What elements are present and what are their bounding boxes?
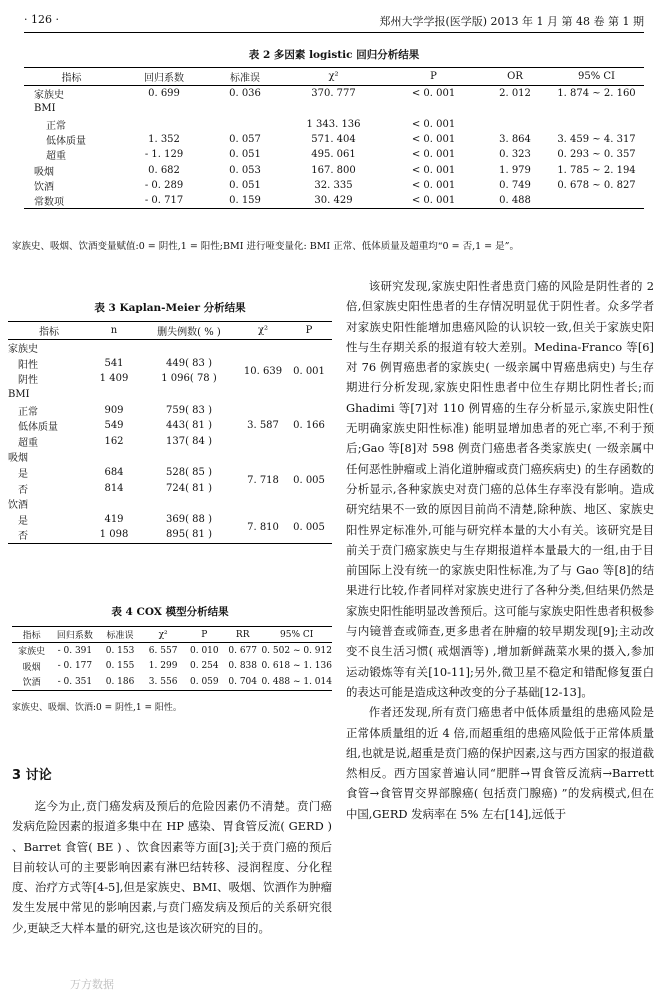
table2-cell [209,101,281,116]
table2-cell: 495. 061 [311,149,356,161]
table2-cell: 0. 051 [229,179,261,191]
table2-cell: < 0. 001 [411,149,456,161]
table-group-row [8,449,332,465]
table2-cell: 2. 012 [499,88,531,100]
table3-group-label: 吸烟 [8,453,28,465]
table2-cell: 0. 682 [148,164,180,176]
table4-cell: - 0. 391 [57,645,93,656]
table3-cell: 684 [104,467,124,479]
table2-cell: 吸烟 [34,166,54,178]
page-header [24,10,644,33]
table-row [8,356,332,372]
watermark: 万方数据 [70,978,114,991]
left-column-text [12,796,332,938]
table3-header-cell: n [90,322,138,340]
table2-cell: 家族史 [34,90,64,102]
table3-p: 0. 166 [293,420,325,432]
table4-cell: 0. 153 [105,645,135,656]
discussion-paragraph: 迄今为止,贲门癌发病及预后的危险因素仍不清楚。贲门癌发病危险因素的报道多集中在 HP 感染、胃食管反流( GERD ) 、Barret 食管( BE ) 、饮食因素等方面[3];关于贲门癌的预后目前较认可的主要影响因素有淋巴结转移、浸润程度、分化程度、治疗方式等[4-5],但是家族史、BMI、吸烟、饮酒作为肿瘤发生发展中常见的影响因素,与贲门癌发病及预后的关系研究很少,更缺乏大样本量的研究,这也是该次研究的目的。 [12,799,332,935]
table3-cell: 超重 [18,437,38,449]
table2-cell [549,101,644,116]
table2-cell [481,101,549,116]
table2-cell [481,117,549,132]
table3-cell: 1 098 [90,527,138,543]
table2-cell: - 0. 289 [144,179,184,191]
table2-cell: < 0. 001 [411,164,456,176]
table-row [8,512,332,528]
table3-cell: 528( 85 ) [166,467,212,479]
table3-p: 0. 005 [293,474,325,486]
table-row [8,402,332,418]
table4-cell: 0. 502 ~ 0. 912 [261,645,332,656]
table4-note: 家族史、吸烟、饮酒:0 = 阴性,1 = 阳性。 [12,703,182,713]
table3-cell: 541 [104,357,124,369]
table2-cell: 0. 488 [481,193,549,209]
table3-cell: 895( 81 ) [138,527,240,543]
table2-cell: - 0. 717 [119,193,209,209]
table4-header-cell: 指标 [12,627,51,643]
table3-cell: 443( 81 ) [166,420,212,432]
table2-header-cell: 95% CI [549,68,644,86]
table-row [8,465,332,481]
table2-cell: 167. 800 [311,164,356,176]
table4-header-cell: χ² [142,627,185,643]
table-row [24,193,644,209]
table4-cell: 6. 557 [148,645,178,656]
table2-cell: 0. 678 ~ 0. 827 [557,179,636,191]
table2-cell: 1 343. 136 [306,118,361,130]
table3-cell: 否 [18,484,28,496]
table4-cell: 0. 010 [190,645,219,656]
table4-cell: 饮酒 [12,674,51,690]
table4-cell: 0. 488 ~ 1. 014 [261,674,332,690]
table3-cell: 低体质量 [18,422,58,434]
table2-cell: 32. 335 [314,179,353,191]
table2-cell: 0. 293 ~ 0. 357 [557,149,636,161]
table3-cell: 是 [18,469,28,481]
table4-cell: 1. 299 [148,661,178,672]
table-row [24,162,644,177]
table3-header-cell: 删失例数( % ) [138,322,240,340]
table2-cell: 常数项 [24,193,119,209]
table2-cell: < 0. 001 [411,179,456,191]
table2-cell [119,117,209,132]
table3-cell: 162 [104,435,124,447]
table3-chi2: 10. 639 [243,365,283,377]
table4-header-cell: RR [224,627,261,643]
table2-header-cell: 回归系数 [119,68,209,86]
table3-cell: 909 [104,404,124,416]
table4-cell: 3. 556 [142,674,185,690]
table4-header-cell: 95% CI [261,627,332,643]
table2-cell: 3. 459 ~ 4. 317 [557,134,636,146]
table3 [8,321,332,544]
table2-cell: < 0. 001 [411,88,456,100]
table4-cell: 吸烟 [22,662,41,673]
table3-header-cell: P [286,322,332,340]
table2 [24,67,644,209]
table2-header-cell: 指标 [24,68,119,86]
table-row [24,178,644,193]
table3-p: 0. 005 [286,512,332,544]
table3-chi2: 7. 810 [240,512,286,544]
table2-cell: BMI [34,103,56,115]
right-paragraph-1: 该研究发现,家族史阳性者患贲门癌的风险是阴性者的 2 倍,但家族史阳性患者的生存情况明显优于阴性者。众多学者对家族史阳性能增加患癌风险的认识较一致,但关于家族史阳性与生存期关系的报道有较大差别。Medina-Franco 等[6]对 76 例胃癌患者的家族史( 一级亲属中胃癌患病史) 与生存期进行分析发现,家族史阳性患者中位生存期比阴性者长;而 Ghadimi 等[7]对 110 例胃癌的生存分析显示,家族史阳性( 无明确家族史阳性标准) 能明显增加患者的死亡率,不利于预后;Gao 等[8]对 598 例贲门癌患者各类家族史( 一级亲属中任何恶性肿瘤或上消化道肿瘤或贲门癌疾病史) 的生存函数的分析显示,各种家族史对贲门癌的总体生存率没有影响。造成研究结果不一致的原因目前尚不清楚,除种族、地区、家族史阳性界定标准外,可能与研究样本量的大小有关。该研究是目前关于贲门癌家族史与生存期报道样本量最大的一组,由于目前国际上没有统一的家族史阳性标准,为了与 Gao 等[8]的结果进行比较,作者同样对家族史进行了各种分类,但结果仍然是家族史阳性能明显改善预后。这可能与家族史阳性患者积极参与内镜普查或筛查,更多患者在肿瘤的较早期发现[9];主动改变不良生活习惯( 戒烟酒等) ,增加新鲜蔬菜水果的摄入,参加运动锻炼等有关[10-11];另外,微卫星不稳定和错配修复蛋白的表达可能是造成这种改变的分子基础[12-13]。 [346,279,654,699]
table4-cell: 0. 186 [99,674,142,690]
table2-cell: 0. 057 [229,134,261,146]
table2-cell: 0. 036 [229,88,261,100]
table3-cell: 369( 88 ) [166,513,212,525]
table2-cell: < 0. 001 [411,118,456,130]
table2-header-cell: P [386,68,481,86]
table2-cell [386,101,481,116]
table3-cell: 阳性 [18,359,38,371]
table3-cell: 759( 83 ) [166,404,212,416]
table4-header-cell: 回归系数 [51,627,98,643]
table3-cell: 419 [104,513,124,525]
table-row [24,132,644,147]
right-paragraph-2: 作者还发现,所有贲门癌患者中低体质量组的患癌风险是正常体质量组的近 4 倍,而超重组的患癌风险低于正常体质量组,也就是说,超重是贲门癌的保护因素,这与西方国家的报道截然相反。西方国家普遍认同“肥胖→胃食管反流病→Barrett 食管→食管胃交界部腺癌( 包括贲门腺癌) ”的发病模式,但在中国,GERD 发病率在 5% 左右[14],远低于 [346,705,654,821]
table4-header-cell: 标准误 [99,627,142,643]
table4-cell: - 0. 351 [51,674,98,690]
table3-cell: 814 [104,482,124,494]
table-row [24,86,644,102]
table2-cell: 0. 323 [499,149,531,161]
table3-cell: 是 [18,515,28,527]
table2-cell [281,101,386,116]
table4-cell: 0. 155 [105,661,135,672]
table2-header-cell: OR [481,68,549,86]
table3-group-label: 家族史 [8,344,38,356]
table-group-row [8,496,332,512]
table3-cell: 1 096( 78 ) [161,373,217,385]
table2-cell: < 0. 001 [386,193,481,209]
table2-cell: 0. 051 [229,149,261,161]
table-group-row [8,387,332,403]
table3-chi2: 7. 718 [247,474,279,486]
table3-cell: 449( 83 ) [166,357,212,369]
table2-cell: 3. 864 [499,134,531,146]
table3-cell: 137( 84 ) [166,435,212,447]
table3-cell: 阴性 [18,375,38,387]
table4-cell: - 0. 177 [57,661,93,672]
table2-cell: 饮酒 [34,181,54,193]
right-column-text [346,276,654,824]
table4-cell: 0. 618 ~ 1. 136 [261,661,332,672]
table2-cell: 30. 429 [281,193,386,209]
table3-cell: 549 [104,420,124,432]
table-row [24,147,644,162]
table3-cell: 724( 81 ) [166,482,212,494]
table4-cell: 0. 254 [190,661,219,672]
page-number: · 126 · [24,13,59,26]
table-group-row [8,340,332,356]
table4-header-cell: P [185,627,224,643]
table3-cell: 1 409 [99,373,129,385]
table2-cell: 0. 053 [229,164,261,176]
table-row [12,643,332,659]
table-row [24,117,644,132]
table2-cell [549,117,644,132]
table2-cell: < 0. 001 [411,134,456,146]
table4-cell: 0. 838 [228,661,258,672]
table2-cell: 0. 159 [209,193,281,209]
table3-header-cell: χ² [240,322,286,340]
table2-cell: 0. 699 [148,88,180,100]
table2-cell: 1. 352 [148,134,180,146]
table-row [24,101,644,116]
table2-header-cell: 标准误 [209,68,281,86]
table4-cell: 0. 704 [224,674,261,690]
table-row [12,659,332,675]
table3-cell: 正常 [18,406,38,418]
table2-header-cell: χ² [281,68,386,86]
table2-note: 家族史、吸烟、饮酒变量赋值:0 = 阴性,1 = 阳性;BMI 进行哑变量化: BMI 正常、低体质量及超重均“0 = 否,1 = 是”。 [12,241,520,252]
table2-cell: 低体质量 [46,136,86,148]
table2-cell [209,117,281,132]
table2-cell: 1. 785 ~ 2. 194 [557,164,636,176]
table3-p: 0. 001 [293,365,325,377]
table3-chi2: 3. 587 [247,420,279,432]
table2-cell [119,101,209,116]
table3-header-cell: 指标 [8,322,90,340]
table4-caption: 表 4 COX 模型分析结果 [111,606,229,618]
table4-cell: 0. 677 [228,645,258,656]
table2-caption: 表 2 多因素 logistic 回归分析结果 [248,49,420,61]
table2-cell: 1. 874 ~ 2. 160 [557,88,636,100]
table2-cell [549,193,644,209]
table2-cell: 正常 [46,120,66,132]
section-heading: 3 讨论 [12,768,52,783]
table2-cell: 0. 749 [499,179,531,191]
table4 [12,626,332,691]
table2-cell: - 1. 129 [144,149,184,161]
table4-cell: 家族史 [18,647,46,658]
journal-info: 郑州大学学报(医学版) 2013 年 1 月 第 48 卷 第 1 期 [379,15,644,28]
table2-cell: 超重 [46,151,66,163]
table3-cell: 否 [8,527,90,543]
table4-cell: 0. 059 [185,674,224,690]
table3-group-label: BMI [8,389,30,401]
table2-cell: 1. 979 [499,164,531,176]
table2-cell: 571. 404 [311,134,356,146]
table-row [12,674,332,690]
table3-caption: 表 3 Kaplan-Meier 分析结果 [94,302,246,314]
table3-group-label: 饮酒 [8,500,28,512]
table2-cell: 370. 777 [311,88,356,100]
